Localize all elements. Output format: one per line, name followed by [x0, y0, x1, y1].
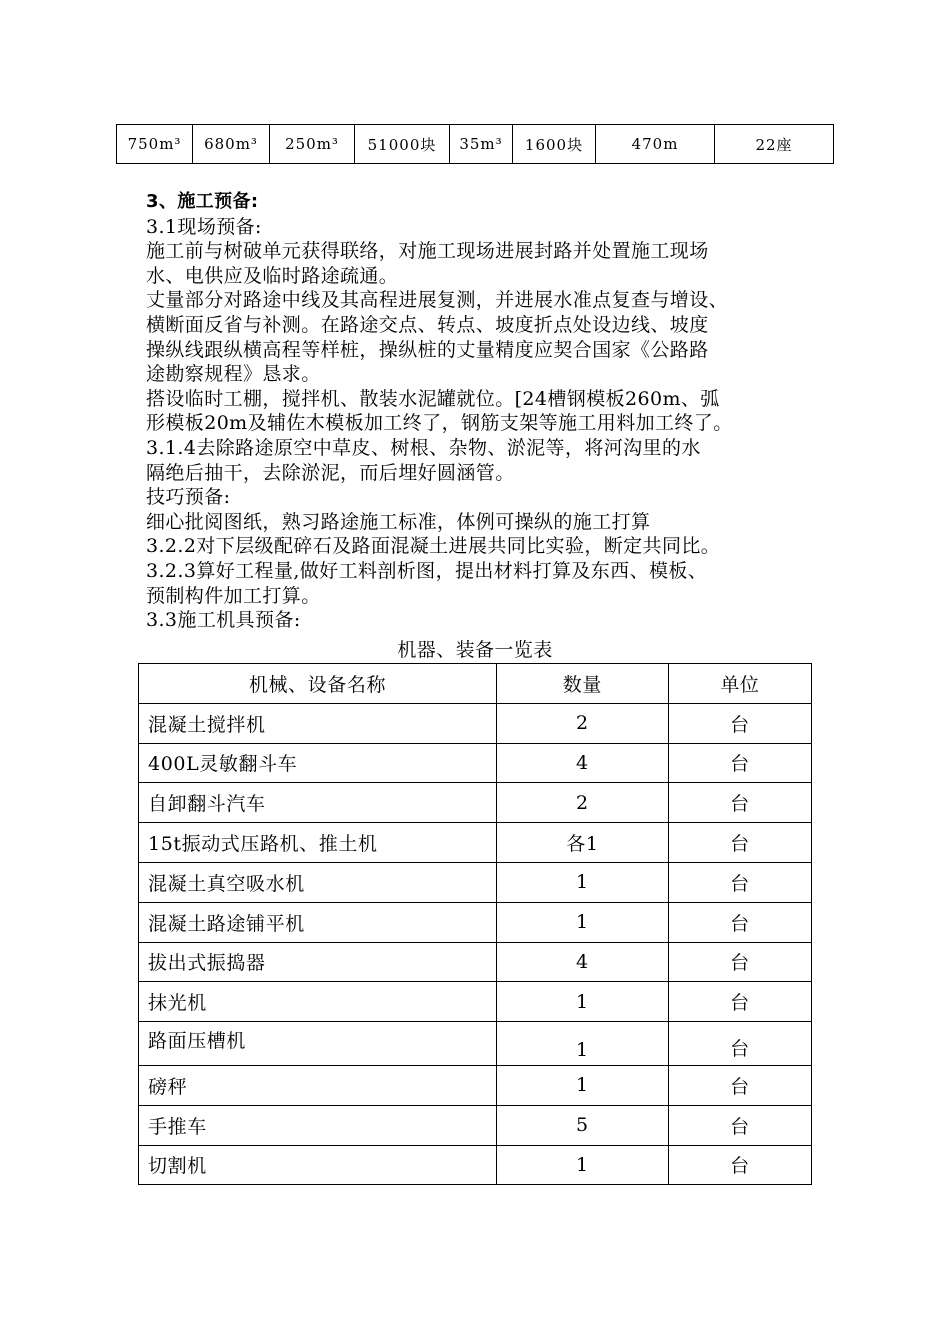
- quantity-cell: 1600块: [513, 125, 596, 164]
- equipment-unit: 台: [668, 703, 811, 743]
- equipment-table: [138, 663, 812, 1185]
- table-row: [139, 982, 812, 1022]
- body-line: 3.1现场预备:: [146, 215, 262, 238]
- quantity-cell: 470m: [596, 125, 715, 164]
- quantity-row: [117, 125, 834, 164]
- quantity-cell: 250m³: [270, 125, 355, 164]
- equipment-quantity: 2: [496, 703, 668, 743]
- body-line: 横断面反省与补测。在路途交点、转点、坡度折点处设边线、坡度: [146, 313, 709, 336]
- table-row: [139, 1022, 812, 1066]
- equipment-table-caption: 机器、装备一览表: [397, 639, 553, 661]
- quantity-cell: 680m³: [193, 125, 270, 164]
- equipment-unit: 台: [668, 1065, 811, 1105]
- body-line: 3.1.4去除路途原空中草皮、树根、杂物、淤泥等，将河沟里的水: [146, 436, 701, 459]
- body-line: 施工前与树破单元获得联络，对施工现场进展封路并处置施工现场: [146, 240, 709, 263]
- equipment-name: 混凝土搅拌机: [139, 703, 497, 743]
- equipment-quantity: 5: [496, 1105, 668, 1145]
- equipment-unit: 台: [668, 1145, 811, 1185]
- body-line: 隔绝后抽干，去除淤泥，而后埋好圆涵管。: [146, 461, 515, 484]
- section-heading: 3、施工预备:: [146, 191, 259, 212]
- header-equipment-name: 机械、设备名称: [139, 664, 497, 704]
- quantity-cell: 51000块: [355, 125, 450, 164]
- quantity-cell: 750m³: [117, 125, 193, 164]
- equipment-name: 磅秤: [139, 1065, 497, 1105]
- body-line: 预制构件加工打算。: [146, 584, 321, 607]
- equipment-name: 15t振动式压路机、推土机: [139, 823, 497, 863]
- equipment-name: 切割机: [139, 1145, 497, 1185]
- equipment-unit: 台: [668, 862, 811, 902]
- equipment-unit: 台: [668, 902, 811, 942]
- equipment-quantity: 4: [496, 942, 668, 982]
- body-line: 技巧预备:: [146, 486, 231, 509]
- body-line: 3.3施工机具预备:: [146, 609, 301, 632]
- equipment-quantity: 1: [496, 1065, 668, 1105]
- equipment-name: 拔出式振捣器: [139, 942, 497, 982]
- equipment-unit: 台: [668, 982, 811, 1022]
- header-quantity: 数量: [496, 664, 668, 704]
- equipment-unit: 台: [668, 783, 811, 823]
- equipment-quantity: 1: [496, 1145, 668, 1185]
- table-row: [139, 823, 812, 863]
- equipment-unit: 台: [668, 1022, 811, 1066]
- table-row: [139, 703, 812, 743]
- equipment-name: 混凝土路途铺平机: [139, 902, 497, 942]
- equipment-name: 400L灵敏翻斗车: [139, 743, 497, 783]
- equipment-name: 混凝土真空吸水机: [139, 862, 497, 902]
- table-row: [139, 862, 812, 902]
- body-line: 形模板20m及辅佐木模板加工终了，钢筋支架等施工用料加工终了。: [146, 412, 733, 435]
- body-line: 3.2.3算好工程量,做好工料剖析图，提出材料打算及东西、模板、: [146, 559, 708, 582]
- equipment-name: 抹光机: [139, 982, 497, 1022]
- body-line: 搭设临时工棚，搅拌机、散装水泥罐就位。[24槽钢模板260m、弧: [146, 387, 720, 410]
- equipment-unit: 台: [668, 743, 811, 783]
- table-row: [139, 1145, 812, 1185]
- body-line: 丈量部分对路途中线及其高程进展复测，并进展水准点复查与增设、: [146, 289, 729, 312]
- equipment-quantity: 1: [496, 982, 668, 1022]
- equipment-name: 自卸翻斗汽车: [139, 783, 497, 823]
- equipment-unit: 台: [668, 942, 811, 982]
- table-row: [139, 743, 812, 783]
- equipment-unit: 台: [668, 1105, 811, 1145]
- equipment-unit: 台: [668, 823, 811, 863]
- quantity-cell: 35m³: [450, 125, 513, 164]
- body-line: 水、电供应及临时路途疏通。: [146, 264, 399, 287]
- table-row: [139, 942, 812, 982]
- table-row: [139, 1105, 812, 1145]
- equipment-name: 手推车: [139, 1105, 497, 1145]
- table-row: [139, 783, 812, 823]
- table-row: [139, 1065, 812, 1105]
- equipment-quantity: 各1: [496, 823, 668, 863]
- body-line: 途勘察规程》恳求。: [146, 363, 321, 386]
- quantity-cell: 22座: [715, 125, 834, 164]
- table-header-row: [139, 664, 812, 704]
- body-line: 细心批阅图纸，熟习路途施工标准，体例可操纵的施工打算: [146, 510, 651, 533]
- equipment-quantity: 2: [496, 783, 668, 823]
- equipment-quantity: 1: [496, 902, 668, 942]
- body-line: 3.2.2对下层级配碎石及路面混凝土进展共同比实验，断定共同比。: [146, 535, 721, 558]
- equipment-quantity: 1: [496, 1022, 668, 1066]
- quantity-summary-table: [116, 124, 834, 164]
- equipment-quantity: 1: [496, 862, 668, 902]
- equipment-name: 路面压槽机: [139, 1022, 497, 1066]
- equipment-quantity: 4: [496, 743, 668, 783]
- header-unit: 单位: [668, 664, 811, 704]
- body-line: 操纵线跟纵横高程等样桩，操纵桩的丈量精度应契合国家《公路路: [146, 338, 709, 361]
- construction-preparation-section: [146, 190, 826, 633]
- table-row: [139, 902, 812, 942]
